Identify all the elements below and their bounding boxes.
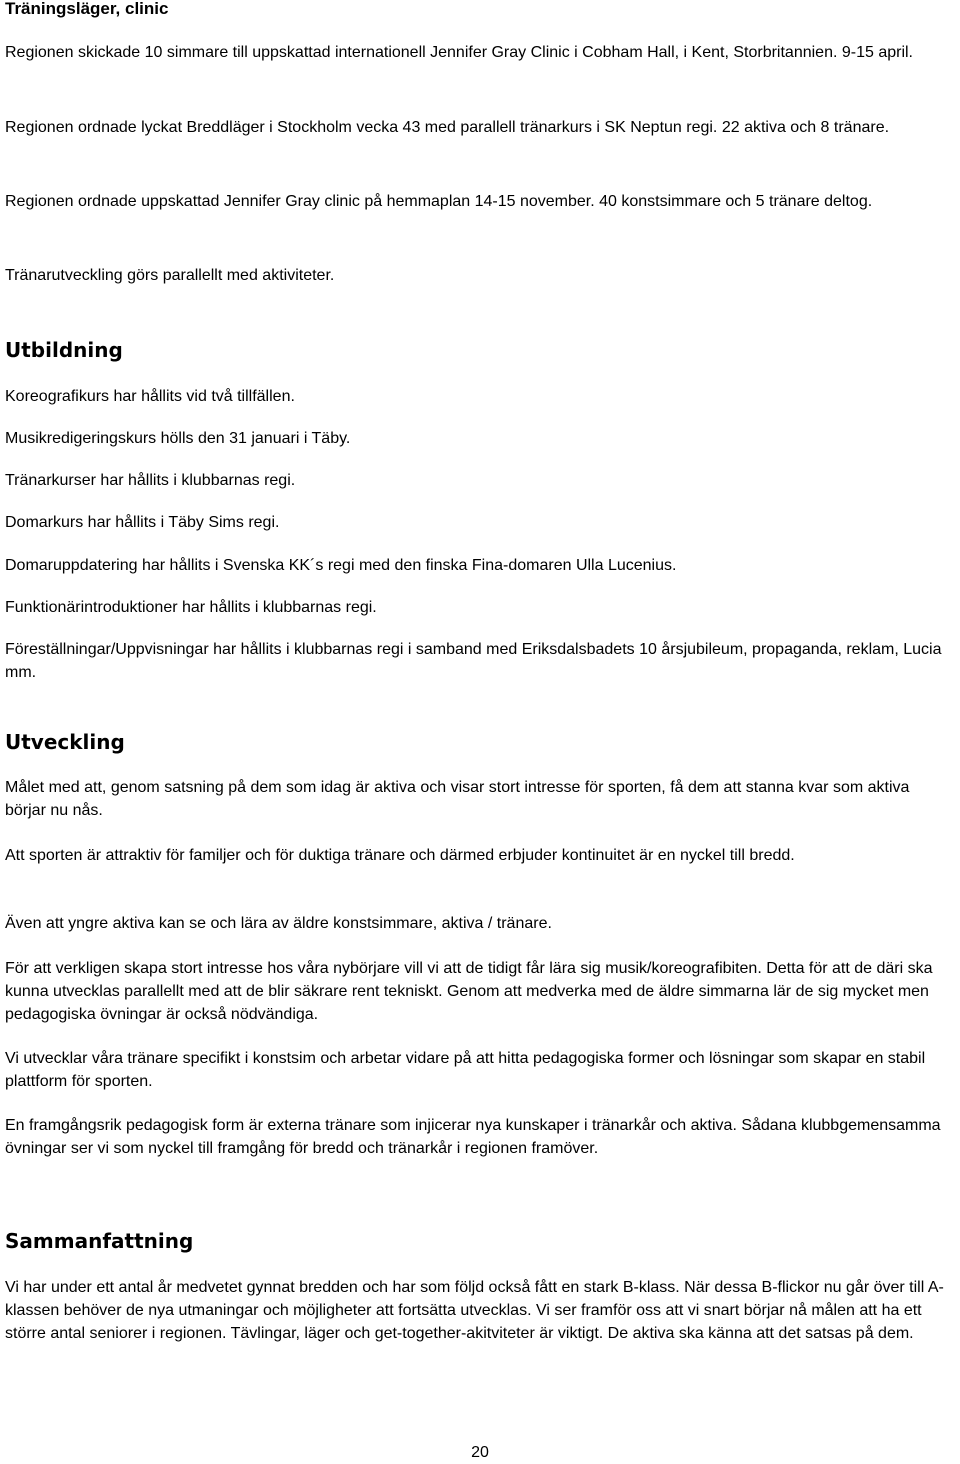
paragraph-utveckling-5: Vi utvecklar våra tränare specifikt i konstsim och arbetar vidare på att hitta pedagogiska former och lösningar som skapar en stabil plattform för sporten. (5, 1050, 926, 1090)
paragraph-utbildning-5: Domaruppdatering har hållits i Svenska KK´s regi med den finska Fina-domaren Ulla Lucenius. (5, 557, 677, 574)
heading-sammanfattning: Sammanfattning (5, 1229, 194, 1253)
paragraph-utbildning-6: Funktionärintroduktioner har hållits i klubbarnas regi. (5, 599, 377, 616)
paragraph-utbildning-2: Musikredigeringskurs hölls den 31 januari i Täby. (5, 430, 351, 447)
heading-utveckling: Utveckling (5, 730, 125, 754)
paragraph-utbildning-1: Koreografikurs har hållits vid två tillfällen. (5, 388, 295, 405)
paragraph-utbildning-3: Tränarkurser har hållits i klubbarnas regi. (5, 472, 296, 489)
paragraph-utveckling-6: En framgångsrik pedagogisk form är externa tränare som injicerar nya kunskaper i tränarkår och aktiva. Sådana klubbgemensamma övningar ser vi som nyckel till framgång för bredd och tränarkår i regionen framöver. (5, 1117, 941, 1157)
paragraph-traningslager-3: Regionen ordnade uppskattad Jennifer Gray clinic på hemmaplan 14-15 november. 40 konstsimmare och 5 tränare deltog. (5, 193, 873, 210)
paragraph-traningslager-2: Regionen ordnade lyckat Breddläger i Stockholm vecka 43 med parallell tränarkurs i SK Neptun regi. 22 aktiva och 8 tränare. (5, 119, 890, 136)
paragraph-traningslager-1: Regionen skickade 10 simmare till uppskattad internationell Jennifer Gray Clinic i Cobham Hall, i Kent, Storbritannien. 9-15 april. (5, 44, 913, 61)
paragraph-utbildning-4: Domarkurs har hållits i Täby Sims regi. (5, 514, 280, 531)
page-number: 20 (471, 1444, 489, 1461)
paragraph-utbildning-7: Föreställningar/Uppvisningar har hållits i klubbarnas regi i samband med Eriksdalsbadets 10 årsjubileum, propaganda, reklam, Lucia mm. (5, 641, 942, 681)
paragraph-utveckling-1: Målet med att, genom satsning på dem som idag är aktiva och visar stort intresse för sporten, få dem att stanna kvar som aktiva börjar nu nås. (5, 779, 910, 819)
heading-utbildning: Utbildning (5, 338, 123, 362)
paragraph-utveckling-2: Att sporten är attraktiv för familjer och för duktiga tränare och därmed erbjuder kontinuitet är en nyckel till bredd. (5, 847, 795, 864)
paragraph-utveckling-3: Även att yngre aktiva kan se och lära av äldre konstsimmare, aktiva / tränare. (5, 915, 552, 932)
heading-traningslager: Träningsläger, clinic (5, 0, 169, 18)
paragraph-sammanfattning-1: Vi har under ett antal år medvetet gynnat bredden och har som följd också fått en stark B-klass. När dessa B-flickor nu går över till A-klassen behöver de nya utmaningar och möjligheter att fortsätta utvecklas. Vi ser framför oss att vi snart börjar nå målen att ha ett större antal seniorer i regionen. Tävlingar, läger och get-together-akitviteter är viktigt. De aktiva ska känna att det satsas på dem. (5, 1279, 944, 1342)
paragraph-traningslager-4: Tränarutveckling görs parallellt med aktiviteter. (5, 267, 335, 284)
paragraph-utveckling-4: För att verkligen skapa stort intresse hos våra nybörjare vill vi att de tidigt får lära sig musik/koreografibiten. Detta för att de däri ska kunna utvecklas parallellt med att de blir säkrare rent tekniskt. Genom att medverka med de äldre simmarna lär de sig mycket men pedagogiska övningar är också nödvändiga. (5, 960, 933, 1023)
